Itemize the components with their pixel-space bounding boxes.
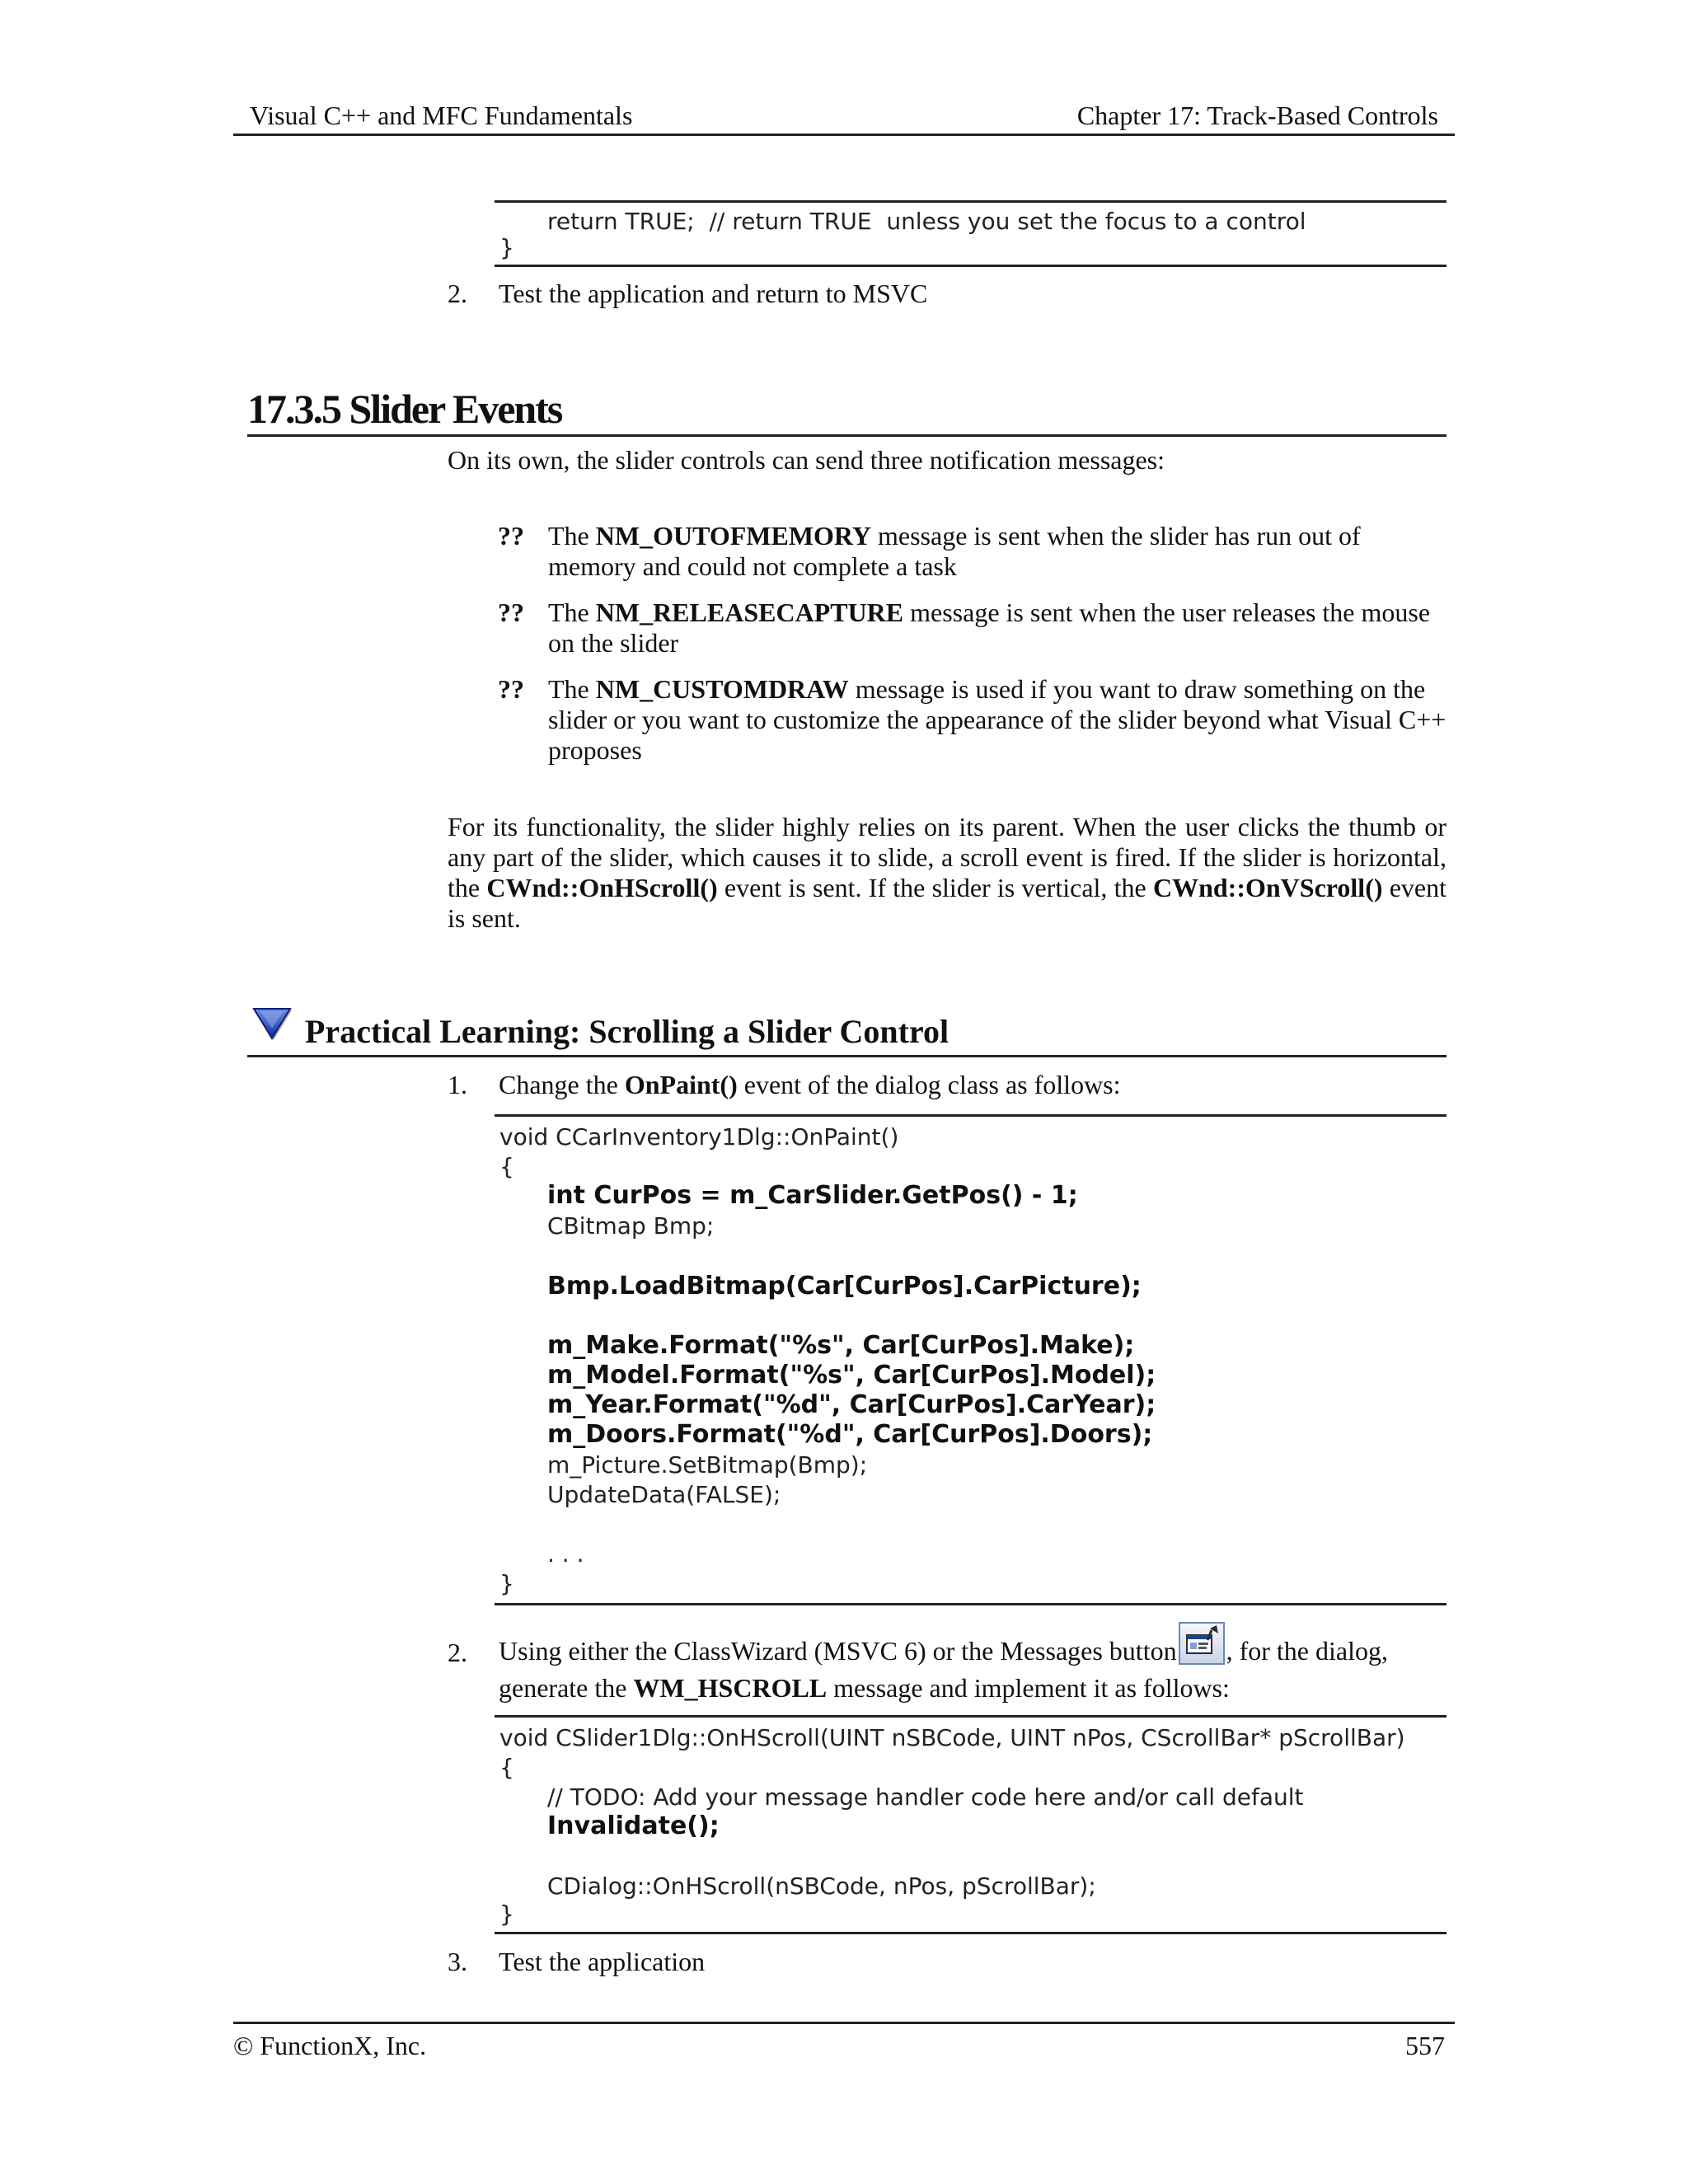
step-text-pre: generate the bbox=[499, 1673, 634, 1703]
step-number: 1. bbox=[448, 1070, 467, 1099]
step-text bbox=[499, 1617, 1447, 1704]
code-line: CBitmap Bmp; bbox=[547, 1212, 715, 1240]
code-line: UpdateData(FALSE); bbox=[547, 1481, 781, 1508]
messages-button-icon bbox=[1179, 1622, 1225, 1665]
bullet-marker: ?? bbox=[498, 674, 524, 704]
step-number: 2. bbox=[448, 279, 467, 308]
bullet-term: NM_CUSTOMDRAW bbox=[595, 674, 849, 704]
code-block-top bbox=[495, 200, 1447, 267]
bullet-text-post: message is sent when the slider has run out of memory and could not complete a task bbox=[548, 521, 1361, 581]
bullet-term: NM_RELEASECAPTURE bbox=[595, 598, 904, 627]
code-line: . . . bbox=[547, 1540, 584, 1568]
bullet-text-pre: The bbox=[548, 674, 596, 704]
intro-text: On its own, the slider controls can send three notification messages: bbox=[448, 445, 1165, 475]
code-line: Invalidate(); bbox=[547, 1811, 720, 1840]
code-line: void CCarInventory1Dlg::OnPaint() bbox=[499, 1123, 899, 1151]
step-text-post: event of the dialog class as follows: bbox=[737, 1070, 1121, 1099]
step-text-post: , for the dialog, bbox=[1226, 1636, 1388, 1666]
page-number: 557 bbox=[1405, 2031, 1445, 2060]
step-text-pre: Using either the ClassWizard (MSVC 6) or the Messages button bbox=[499, 1636, 1177, 1666]
step-number: 2. bbox=[448, 1638, 467, 1667]
bullet-text-pre: The bbox=[548, 598, 596, 627]
code-line: Bmp.LoadBitmap(Car[CurPos].CarPicture); bbox=[547, 1272, 1142, 1301]
code-line: } bbox=[499, 1570, 514, 1597]
bullet-text-post: message is used if you want to draw something on the slider or you want to customize the appearance of the slider beyond what Visual C++ proposes bbox=[548, 674, 1447, 765]
code-line: { bbox=[499, 1153, 514, 1180]
bullet-marker: ?? bbox=[498, 521, 524, 551]
step-number: 3. bbox=[448, 1947, 467, 1976]
bullet-term: NM_OUTOFMEMORY bbox=[595, 521, 871, 551]
step-term: WM_HSCROLL bbox=[633, 1673, 828, 1703]
section-title: 17.3.5 Slider Events bbox=[247, 386, 562, 432]
code-line: CDialog::OnHScroll(nSBCode, nPos, pScrollBar); bbox=[547, 1872, 1096, 1900]
bullet-item bbox=[548, 674, 1447, 766]
code-line: m_Make.Format("%s", Car[CurPos].Make); bbox=[547, 1331, 1135, 1360]
code-line: { bbox=[499, 1754, 514, 1781]
header-chapter-title: Chapter 17: Track-Based Controls bbox=[1076, 101, 1438, 130]
code-block-onhscroll bbox=[495, 1715, 1447, 1934]
footer-copyright: © FunctionX, Inc. bbox=[233, 2031, 427, 2060]
body-paragraph bbox=[448, 812, 1447, 934]
bullet-item bbox=[548, 521, 1447, 582]
code-line: m_Year.Format("%d", Car[CurPos].CarYear); bbox=[547, 1390, 1156, 1419]
practical-learning-heading bbox=[247, 997, 1447, 1057]
step-term: OnPaint() bbox=[624, 1070, 738, 1099]
header-book-title: Visual C++ and MFC Fundamentals bbox=[250, 101, 633, 130]
down-triangle-icon bbox=[251, 1004, 293, 1042]
code-line: int CurPos = m_CarSlider.GetPos() - 1; bbox=[547, 1181, 1078, 1210]
code-line: m_Model.Format("%s", Car[CurPos].Model); bbox=[547, 1361, 1156, 1390]
code-line: return TRUE; // return TRUE unless you set the focus to a control bbox=[547, 208, 1306, 235]
code-line: // TODO: Add your message handler code here and/or call default bbox=[547, 1783, 1304, 1811]
step-text: Test the application bbox=[499, 1947, 706, 1976]
step-text-pre: Change the bbox=[499, 1070, 625, 1099]
code-line: m_Doors.Format("%d", Car[CurPos].Doors); bbox=[547, 1420, 1153, 1449]
paragraph-text: event is sent. If the slider is vertical, the bbox=[717, 873, 1153, 902]
paragraph-text: event is sent. bbox=[448, 873, 1447, 933]
bullet-text-post: message is sent when the user releases the mouse on the slider bbox=[548, 598, 1431, 658]
step-text: Test the application and return to MSVC bbox=[499, 279, 928, 308]
step-text-post: message and implement it as follows: bbox=[827, 1673, 1230, 1703]
step-text-line2 bbox=[499, 1673, 1447, 1704]
code-line: m_Picture.SetBitmap(Bmp); bbox=[547, 1451, 868, 1479]
bullet-marker: ?? bbox=[498, 598, 524, 627]
paragraph-term: CWnd::OnHScroll() bbox=[486, 873, 718, 902]
paragraph-text: For its functionality, the slider highly relies on its parent. When the user clicks the thumb or any part of the slider, which causes it to slide, a scroll event is fired. If the slider is horizontal, the bbox=[448, 812, 1447, 902]
step-text bbox=[499, 1070, 1447, 1100]
practical-learning-title: Practical Learning: Scrolling a Slider Control bbox=[305, 1013, 950, 1050]
code-block-onpaint bbox=[495, 1114, 1447, 1605]
bullet-text-pre: The bbox=[548, 521, 596, 551]
running-footer bbox=[233, 2022, 1455, 2060]
code-line: void CSlider1Dlg::OnHScroll(UINT nSBCode, UINT nPos, CScrollBar* pScrollBar) bbox=[499, 1724, 1405, 1751]
code-line: } bbox=[499, 234, 514, 261]
running-header bbox=[233, 97, 1455, 136]
code-line: } bbox=[499, 1900, 514, 1928]
bullet-item bbox=[548, 598, 1447, 658]
paragraph-term: CWnd::OnVScroll() bbox=[1152, 873, 1383, 902]
section-heading bbox=[247, 383, 1447, 437]
